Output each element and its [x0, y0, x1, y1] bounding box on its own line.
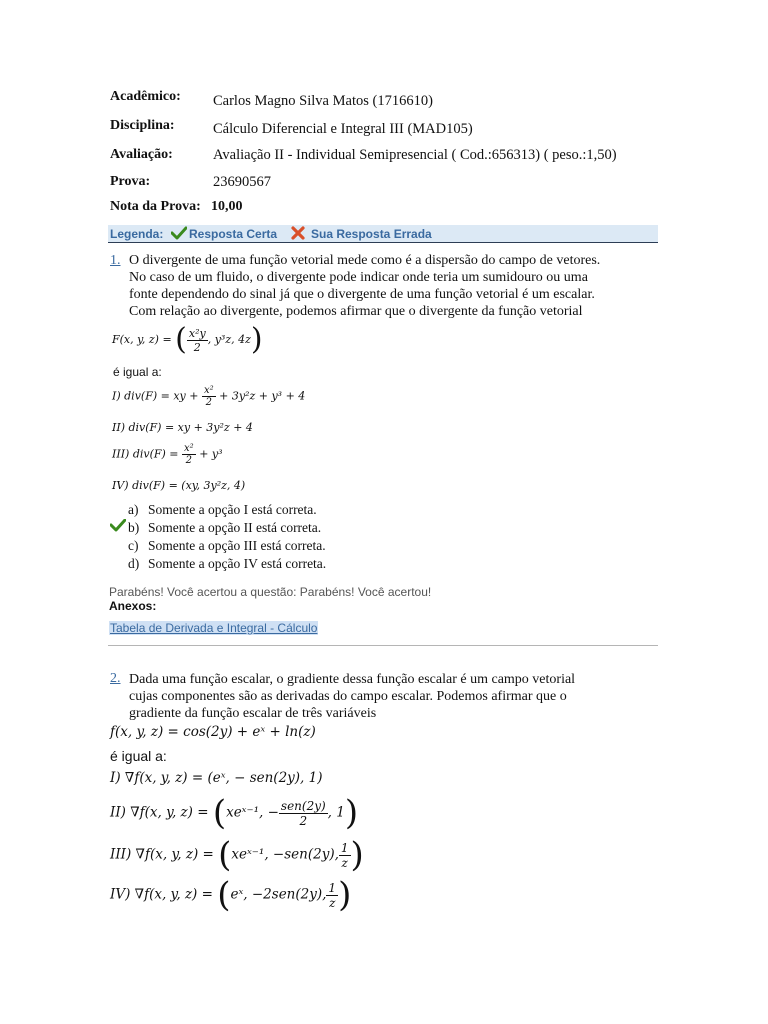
academico-value: Carlos Magno Silva Matos (1716610) [213, 93, 433, 109]
q1-options [128, 501, 326, 573]
q2-item-iii-lhs: III) ∇f(x, y, z) = [110, 846, 214, 863]
legend-label: Legenda: [110, 227, 164, 241]
q2-item-iv-lhs: IV) ∇f(x, y, z) = [110, 886, 213, 903]
question-2-line: gradiente da função escalar de três variáveis [129, 706, 377, 721]
q2-item-iv-denominator: z [329, 895, 336, 910]
q1-option-d[interactable] [128, 555, 326, 573]
q1-item-i-denominator: 2 [205, 397, 212, 408]
question-1-line: Com relação ao divergente, podemos afirmar que o divergente da função vetorial [129, 304, 583, 319]
q1-item-iii-numerator: x² [184, 443, 194, 454]
disciplina-label: Disciplina: [110, 118, 175, 133]
q1-item-iv: IV) div(F) = (xy, 3y²z, 4) [112, 479, 246, 492]
option-text: Somente a opção I está correta. [148, 502, 317, 517]
legend-wrong: Sua Resposta Errada [311, 227, 432, 241]
question-2-line: Dada uma função escalar, o gradiente dessa função escalar é um campo vetorial [129, 672, 576, 687]
q1-option-a[interactable] [128, 501, 326, 519]
q1-function-rest: , y³z, 4z [207, 333, 251, 346]
q1-item-i [112, 385, 305, 408]
q2-item-ii: II) ∇f(x, y, z) = (xeˣ⁻¹, − $\frac{\text{sen(2y)}}{2}$ , 1) [110, 793, 359, 833]
q2-item-iv: IV) ∇f(x, y, z) = (eˣ, −2sen(2y), $\frac{1}{z}$ ) [110, 875, 352, 915]
q1-equals-label: é igual a: [113, 365, 162, 379]
question-1-line: O divergente de uma função vetorial mede como é a dispersão do campo de vetores. [129, 253, 601, 268]
option-letter: a) [128, 502, 139, 517]
q1-function-denominator: 2 [193, 340, 201, 354]
q2-item-iii: III) ∇f(x, y, z) = (xeˣ⁻¹, −sen(2y), $\frac{1}{z}$ ) [110, 835, 364, 875]
q1-function-numerator: x²y [188, 326, 206, 340]
q1-item-iii-lhs: III) div(F) = [112, 447, 179, 461]
question-1-text [129, 252, 600, 320]
legend-bar [108, 225, 658, 243]
q1-item-iii-rest: + y³ [199, 447, 223, 461]
check-icon [171, 226, 187, 240]
option-text: Somente a opção IV está correta. [148, 556, 327, 571]
avaliacao-value: Avaliação II - Individual Semipresencial ( Cod.:656313) ( peso.:1,50) [213, 147, 617, 163]
q1-item-ii: II) div(F) = xy + 3y²z + 4 [112, 421, 253, 434]
question-1-line: fonte dependendo do sinal já que o divergente de uma função vetorial é um escalar. [129, 287, 595, 302]
x-icon [291, 226, 305, 240]
disciplina-value: Cálculo Diferencial e Integral III (MAD105) [213, 121, 473, 137]
q1-option-b[interactable] [128, 519, 326, 537]
q1-item-i-rest: + 3y²z + y³ + 4 [219, 389, 306, 403]
q2-item-iii-denominator: z [341, 855, 348, 870]
check-icon [110, 519, 126, 532]
option-text: Somente a opção III está correta. [148, 538, 326, 553]
question-2-text [129, 671, 575, 722]
q1-item-iii-denominator: 2 [185, 455, 193, 466]
nota-value: 10,00 [211, 199, 243, 214]
q2-item-iii-a: xeˣ⁻¹, −sen(2y), [231, 846, 339, 863]
option-text: Somente a opção II está correta. [148, 520, 322, 535]
avaliacao-label: Avaliação: [110, 147, 173, 162]
q1-feedback: Parabéns! Você acertou a questão: Parabéns! Você acertou! [109, 585, 432, 599]
option-letter: b) [128, 520, 140, 535]
nota-label: Nota da Prova: [110, 199, 201, 214]
attachment-link[interactable]: Tabela de Derivada e Integral - Cálculo [110, 621, 318, 635]
q2-item-iv-a: eˣ, −2sen(2y), [230, 886, 327, 903]
q2-item-ii-lhs: II) ∇f(x, y, z) = [110, 804, 209, 821]
q1-item-i-numerator: x² [203, 385, 214, 396]
q1-option-c[interactable] [128, 537, 326, 555]
question-2-line: cujas componentes são as derivadas do campo escalar. Podemos afirmar que o [129, 689, 567, 704]
question-1-number[interactable]: 1. [110, 253, 121, 268]
question-divider [108, 645, 658, 646]
prova-value: 23690567 [213, 174, 271, 190]
q2-item-iv-numerator: 1 [328, 880, 337, 895]
q2-equals-label: é igual a: [110, 748, 167, 764]
question-1-line: No caso de um fluido, o divergente pode indicar onde teria um sumidouro ou uma [129, 270, 588, 285]
question-2-number[interactable]: 2. [110, 671, 121, 686]
q1-attachments-label: Anexos: [109, 599, 157, 613]
q2-scalar-function: f(x, y, z) = cos(2y) + eˣ + ln(z) [110, 724, 316, 740]
legend-correct: Resposta Certa [189, 227, 278, 241]
q2-item-ii-b: , 1 [327, 804, 345, 821]
q2-item-ii-denominator: 2 [299, 813, 308, 828]
q2-item-i: I) ∇f(x, y, z) = (eˣ, − sen(2y), 1) [110, 770, 323, 786]
option-letter: d) [128, 556, 140, 571]
q2-item-iii-numerator: 1 [340, 840, 349, 855]
q2-item-ii-numerator: sen(2y) [280, 798, 326, 813]
q1-function-lhs: F(x, y, z) = [112, 333, 172, 346]
option-letter: c) [128, 538, 139, 553]
q1-item-i-lhs: I) div(F) = xy + [112, 389, 199, 403]
prova-label: Prova: [110, 174, 151, 189]
q2-item-ii-a: xeˣ⁻¹, − [226, 804, 279, 821]
q1-item-iii [112, 443, 223, 466]
academico-label: Acadêmico: [110, 89, 181, 104]
q1-vector-function: F(x, y, z) = ( $\frac{\text{x²y}}{2}$ , y³z, 4z) [112, 322, 263, 357]
